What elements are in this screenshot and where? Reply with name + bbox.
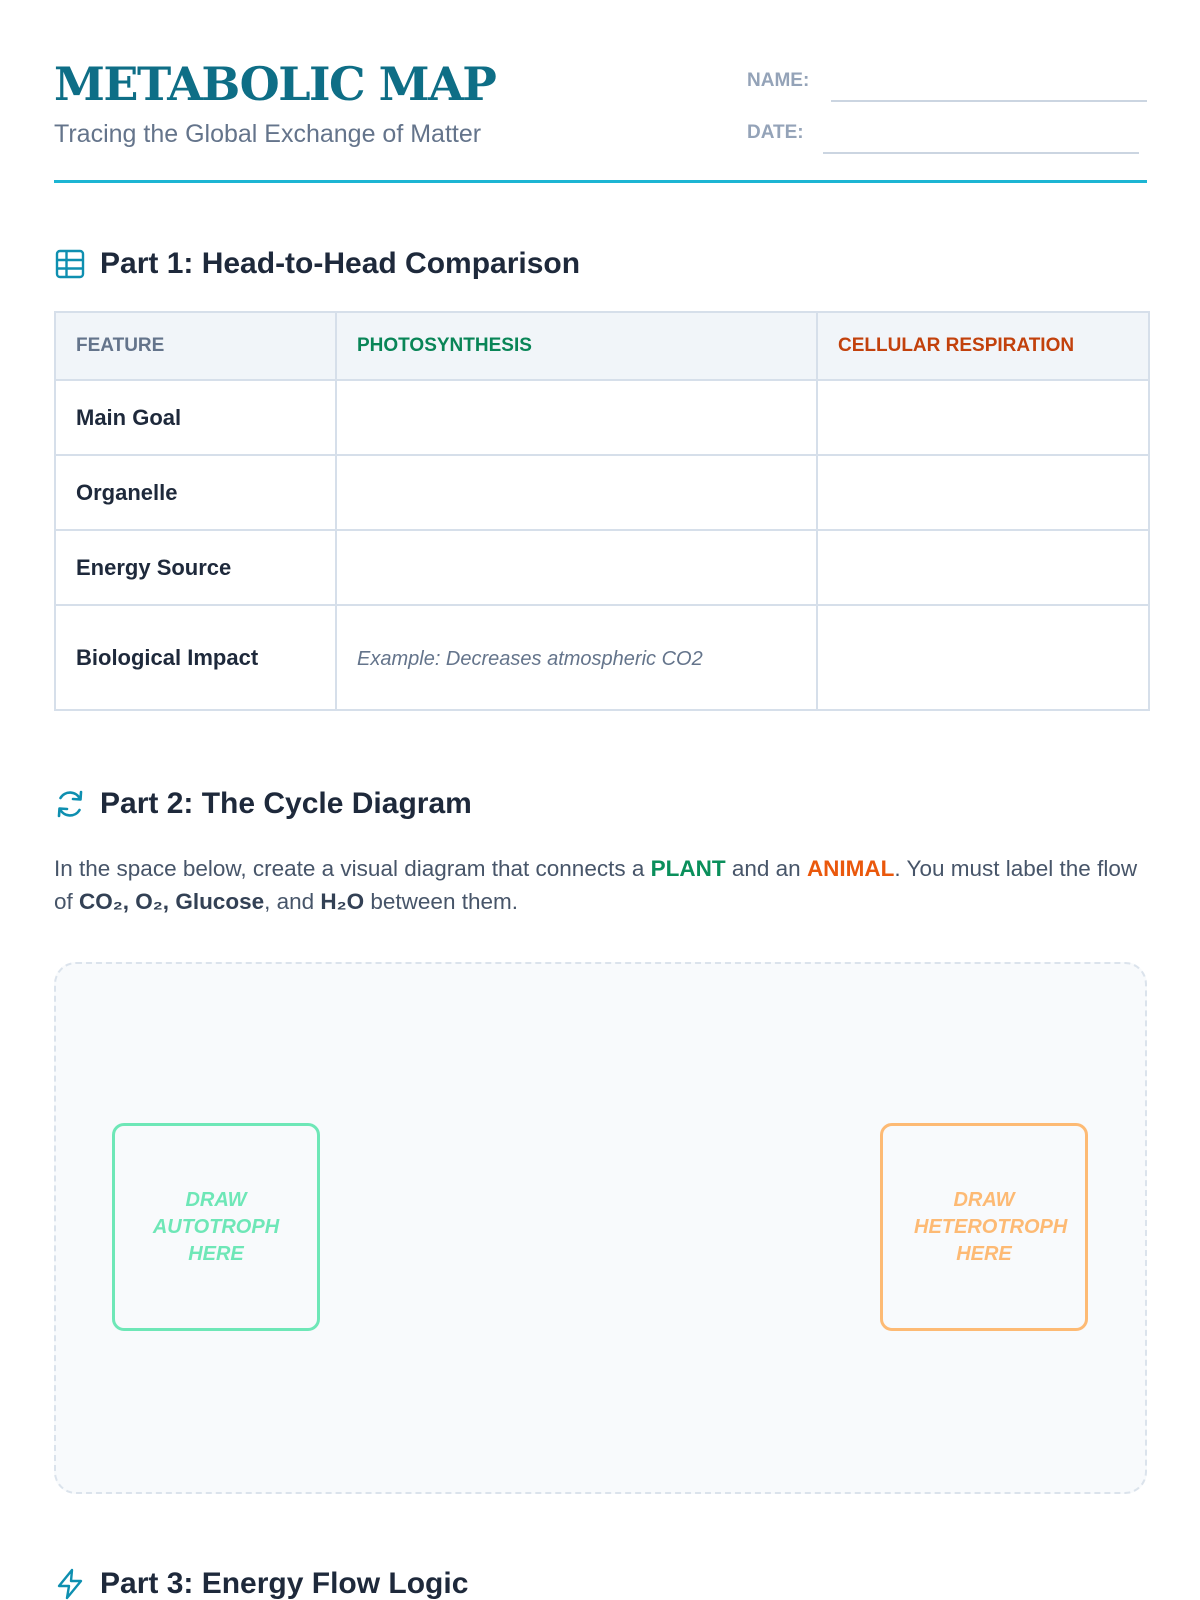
instructions-text: and an: [725, 856, 807, 881]
glucose-term: Glucose: [175, 889, 265, 914]
o2-term: O₂: [135, 889, 163, 914]
worksheet-header: [54, 56, 1147, 184]
answer-cell[interactable]: [817, 455, 1149, 530]
date-label: DATE:: [747, 122, 804, 143]
instructions-text: , and: [264, 889, 321, 914]
part1-heading: [54, 244, 1147, 284]
part3-title: Part 3: Energy Flow Logic: [100, 1567, 469, 1600]
separator: ,: [122, 889, 136, 914]
part2-title: Part 2: The Cycle Diagram: [100, 787, 472, 820]
answer-cell[interactable]: [336, 380, 817, 455]
instructions-text: . You must label the flow of: [54, 856, 1138, 914]
answer-cell[interactable]: [817, 530, 1149, 605]
page-title: METABOLIC MAP: [54, 57, 496, 111]
separator: ,: [162, 889, 176, 914]
date-line[interactable]: [823, 152, 1139, 154]
header-divider: [54, 180, 1147, 183]
row-label-main-goal: Main Goal: [55, 380, 336, 455]
comparison-table: [54, 311, 1150, 711]
name-line[interactable]: [831, 100, 1147, 102]
part3-heading: [54, 1564, 1147, 1600]
example-text: Example: Decreases atmospheric CO2: [357, 647, 703, 670]
answer-cell[interactable]: [336, 455, 817, 530]
refresh-cycle-icon: [54, 788, 86, 820]
answer-cell[interactable]: [336, 530, 817, 605]
animal-keyword: ANIMAL: [806, 856, 895, 881]
page-subtitle: Tracing the Global Exchange of Matter: [54, 120, 482, 148]
part2-heading: [54, 784, 1147, 824]
plant-keyword: PLANT: [650, 856, 726, 881]
table-icon: [54, 248, 86, 280]
name-label: NAME:: [747, 70, 810, 91]
h2o-term: H₂O: [320, 889, 365, 914]
name-field[interactable]: [747, 62, 1147, 102]
instructions-text: between them.: [364, 889, 518, 914]
part1-title: Part 1: Head-to-Head Comparison: [100, 247, 581, 280]
table-row: [55, 455, 1149, 530]
heterotroph-drawing-box[interactable]: [880, 1123, 1088, 1331]
answer-cell[interactable]: [817, 605, 1149, 710]
column-header-respiration: CELLULAR RESPIRATION: [817, 312, 1149, 380]
column-header-feature: FEATURE: [55, 312, 336, 380]
heterotroph-box-label: DRAW HETEROTROPH HERE: [914, 1188, 1068, 1265]
row-label-organelle: Organelle: [55, 455, 336, 530]
cycle-drawing-area[interactable]: [54, 962, 1147, 1494]
table-row: [55, 605, 1149, 710]
column-header-photosynthesis: PHOTOSYNTHESIS: [336, 312, 817, 380]
autotroph-drawing-box[interactable]: [112, 1123, 320, 1331]
answer-cell[interactable]: [817, 380, 1149, 455]
answer-cell[interactable]: [336, 605, 817, 710]
row-label-biological-impact: Biological Impact: [55, 605, 336, 710]
row-label-energy-source: Energy Source: [55, 530, 336, 605]
autotroph-box-label: DRAW AUTOTROPH HERE: [152, 1188, 280, 1265]
table-row: [55, 530, 1149, 605]
lightning-icon: [54, 1568, 86, 1600]
table-row: [55, 380, 1149, 455]
instructions-text: In the space below, create a visual diagram that connects a: [54, 856, 651, 881]
table-header-row: [55, 312, 1149, 380]
date-field[interactable]: [747, 114, 1147, 154]
part2-instructions: [54, 852, 1147, 918]
co2-term: CO₂: [79, 889, 123, 914]
